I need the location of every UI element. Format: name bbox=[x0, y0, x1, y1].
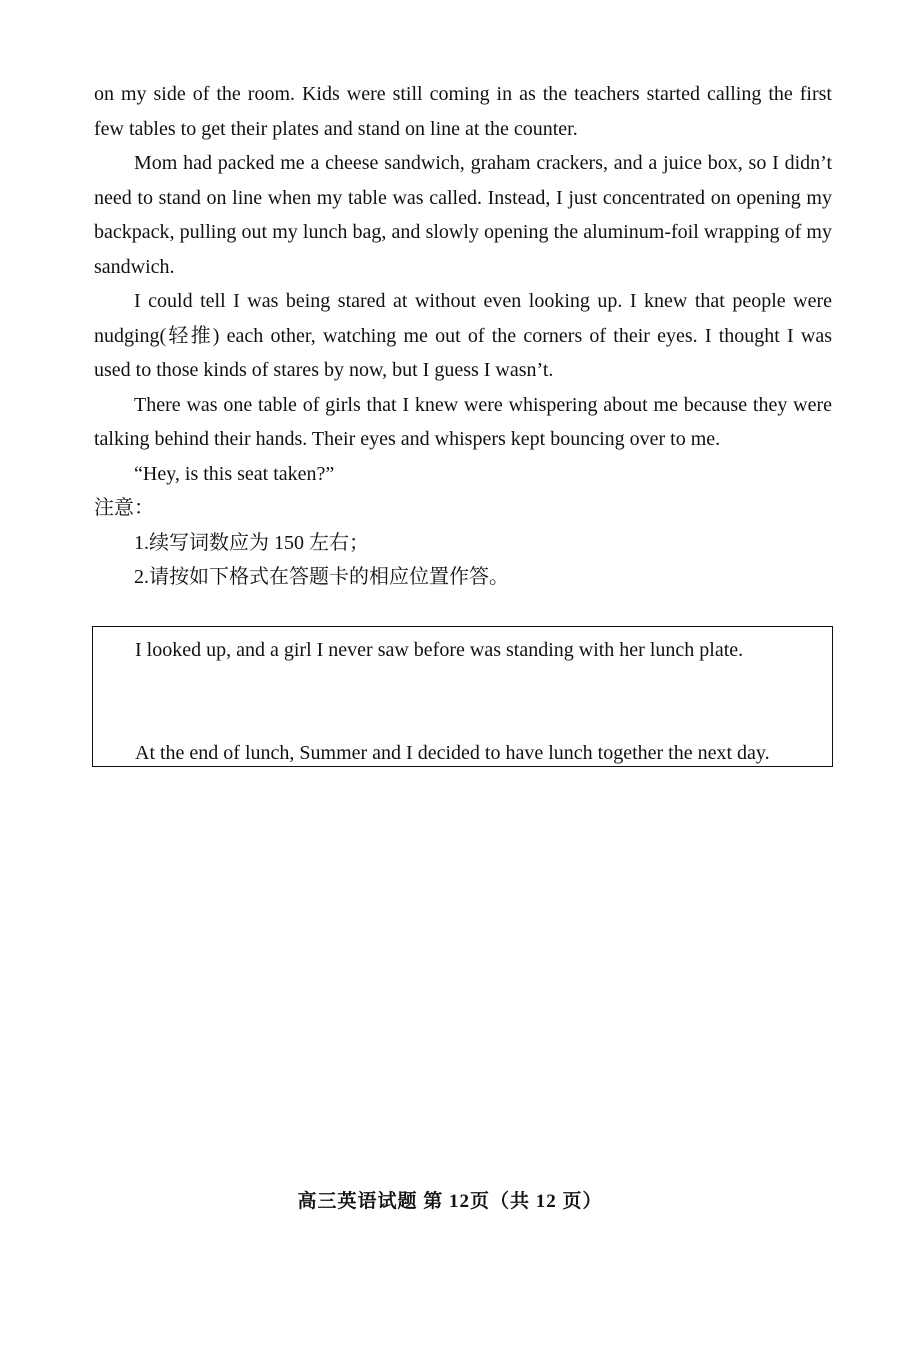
note-item-1: 1.续写词数应为 150 左右； bbox=[134, 531, 369, 554]
passage-paragraph-2: Mom had packed me a cheese sandwich, graham crackers, and a juice box, so I didn’t need to stand on line when my table was called. Instead, I just concentrated on opening my backpack, pulling out my lunch bag, and slowly opening the aluminum-foil wrapping of my sandwich. bbox=[94, 152, 832, 278]
note-item-2: 2.请按如下格式在答题卡的相应位置作答。 bbox=[134, 566, 509, 588]
notes-section bbox=[94, 491, 832, 595]
page-footer: 高三英语试题 第 12页（共 12 页） bbox=[297, 1191, 603, 1212]
answer-box-last-line: At the end of lunch, Summer and I decided to have lunch together the next day. bbox=[135, 742, 770, 764]
story-passage bbox=[94, 77, 832, 595]
passage-paragraph-4: There was one table of girls that I knew were whispering about me because they were talking behind their hands. Their eyes and whispers kept bouncing over to me. bbox=[94, 393, 832, 450]
passage-paragraph-1: on my side of the room. Kids were still coming in as the teachers started calling the first few tables to get their plates and stand on line at the counter. bbox=[94, 83, 832, 140]
passage-paragraph-3: I could tell I was being stared at without even looking up. I knew that people were nudging(轻推) each other, watching me out of the corners of their eyes. I thought I was used to those kinds of stares by now, but I guess I wasn’t. bbox=[94, 290, 832, 381]
notes-title: 注意： bbox=[94, 497, 154, 519]
answer-format-box bbox=[92, 626, 833, 767]
passage-paragraph-5: “Hey, is this seat taken?” bbox=[134, 462, 335, 485]
answer-box-first-line: I looked up, and a girl I never saw before was standing with her lunch plate. bbox=[135, 639, 744, 661]
